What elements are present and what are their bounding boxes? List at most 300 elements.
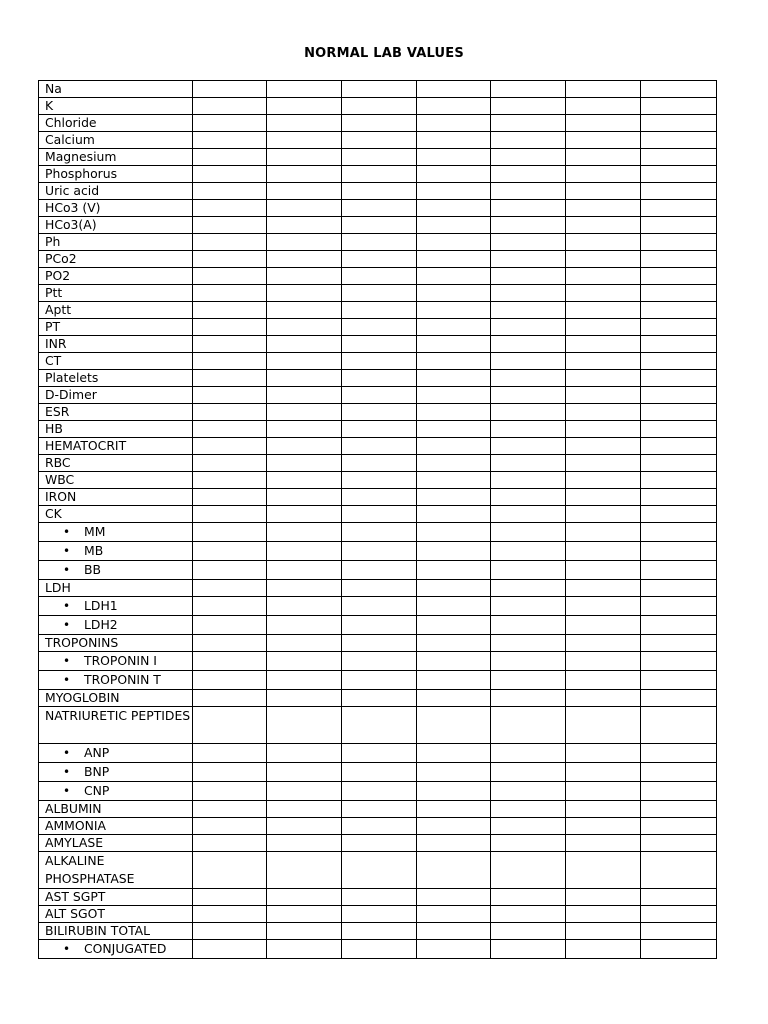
value-cell [417,81,491,98]
value-cell [267,353,342,370]
test-label: LDH2 [84,617,118,632]
value-cell [566,489,641,506]
test-label-cell [39,818,193,835]
sub-test-label-cell [39,671,193,690]
value-cell [267,818,342,835]
value-cell [193,81,267,98]
test-label-cell [39,635,193,652]
value-cell [193,98,267,115]
value-cell [417,597,491,616]
value-cell [193,635,267,652]
value-cell [267,635,342,652]
value-cell [491,782,566,801]
value-cell [417,370,491,387]
bullet-icon: • [63,618,71,632]
value-cell [641,268,717,285]
value-cell [566,542,641,561]
test-label: PT [45,319,61,334]
value-cell [267,217,342,234]
test-label-cell [39,183,193,200]
value-cell [342,251,417,268]
value-cell [491,506,566,523]
value-cell [342,285,417,302]
value-cell [267,523,342,542]
test-label-cell [39,302,193,319]
value-cell [193,336,267,353]
value-cell [491,319,566,336]
test-label: MYOGLOBIN [45,690,120,705]
value-cell [417,217,491,234]
table-row [39,217,717,234]
value-cell [342,319,417,336]
value-cell [641,285,717,302]
value-cell [491,81,566,98]
value-cell [267,940,342,959]
value-cell [491,561,566,580]
test-label: K [45,98,54,113]
value-cell [491,302,566,319]
test-label: BNP [84,764,110,779]
value-cell [342,200,417,217]
value-cell [193,561,267,580]
value-cell [267,370,342,387]
value-cell [342,353,417,370]
value-cell [491,523,566,542]
value-cell [566,370,641,387]
value-cell [342,336,417,353]
value-cell [193,801,267,818]
table-row [39,438,717,455]
value-cell [193,906,267,923]
test-label: D-Dimer [45,387,97,402]
test-label-cell [39,404,193,421]
value-cell [342,404,417,421]
value-cell [342,81,417,98]
value-cell [566,200,641,217]
value-cell [641,336,717,353]
value-cell [566,251,641,268]
table-row [39,597,717,616]
value-cell [641,472,717,489]
value-cell [193,763,267,782]
value-cell [267,690,342,707]
value-cell [491,744,566,763]
value-cell [641,782,717,801]
sub-test-label-cell [39,763,193,782]
value-cell [267,561,342,580]
value-cell [342,302,417,319]
value-cell [267,251,342,268]
value-cell [267,852,342,889]
test-label: HCo3 (V) [45,200,101,215]
value-cell [342,268,417,285]
value-cell [491,115,566,132]
value-cell [417,580,491,597]
value-cell [566,818,641,835]
table-row [39,183,717,200]
value-cell [641,200,717,217]
value-cell [491,404,566,421]
value-cell [342,652,417,671]
value-cell [566,472,641,489]
value-cell [491,336,566,353]
test-label: HB [45,421,63,436]
test-label: HCo3(A) [45,217,97,232]
value-cell [193,268,267,285]
value-cell [267,671,342,690]
value-cell [193,115,267,132]
value-cell [342,421,417,438]
value-cell [641,763,717,782]
value-cell [193,580,267,597]
table-row [39,782,717,801]
value-cell [566,387,641,404]
value-cell [491,183,566,200]
value-cell [267,115,342,132]
test-label: HEMATOCRIT [45,438,127,453]
test-label-cell [39,421,193,438]
test-label: Platelets [45,370,99,385]
table-row [39,923,717,940]
value-cell [491,149,566,166]
value-cell [417,852,491,889]
value-cell [417,923,491,940]
test-label: TROPONINS [45,635,119,650]
value-cell [491,906,566,923]
table-row [39,744,717,763]
value-cell [417,98,491,115]
value-cell [641,115,717,132]
lab-values-table [38,80,717,959]
value-cell [641,523,717,542]
value-cell [566,597,641,616]
value-cell [267,302,342,319]
value-cell [193,889,267,906]
value-cell [566,616,641,635]
value-cell [641,940,717,959]
value-cell [491,438,566,455]
value-cell [417,506,491,523]
value-cell [342,149,417,166]
test-label-cell [39,455,193,472]
test-label-cell [39,285,193,302]
value-cell [641,835,717,852]
value-cell [417,489,491,506]
value-cell [566,132,641,149]
value-cell [566,852,641,889]
value-cell [193,597,267,616]
test-label: NATRIURETIC PEPTIDES [45,708,191,723]
value-cell [417,542,491,561]
value-cell [417,801,491,818]
test-label-cell [39,707,193,744]
value-cell [267,200,342,217]
value-cell [267,835,342,852]
bullet-icon: • [63,765,71,779]
test-label: PO2 [45,268,71,283]
value-cell [267,889,342,906]
value-cell [491,652,566,671]
value-cell [267,580,342,597]
sub-test-label-cell [39,940,193,959]
test-label-cell [39,98,193,115]
value-cell [641,302,717,319]
value-cell [342,906,417,923]
value-cell [566,923,641,940]
value-cell [491,889,566,906]
value-cell [267,923,342,940]
test-label: Calcium [45,132,95,147]
value-cell [566,217,641,234]
value-cell [342,217,417,234]
table-row [39,421,717,438]
document-title: NORMAL LAB VALUES [304,46,464,61]
value-cell [417,234,491,251]
value-cell [267,234,342,251]
table-row [39,561,717,580]
value-cell [342,542,417,561]
value-cell [193,234,267,251]
value-cell [193,472,267,489]
value-cell [267,285,342,302]
table-row [39,852,717,889]
value-cell [417,319,491,336]
value-cell [342,438,417,455]
value-cell [417,285,491,302]
value-cell [491,200,566,217]
value-cell [193,319,267,336]
value-cell [566,707,641,744]
value-cell [267,616,342,635]
value-cell [566,234,641,251]
test-label: ALKALINE PHOSPHATASE [45,853,135,886]
test-label: Na [45,81,62,96]
table-row [39,506,717,523]
sub-test-label-cell [39,597,193,616]
value-cell [417,523,491,542]
value-cell [566,801,641,818]
value-cell [342,940,417,959]
value-cell [417,940,491,959]
value-cell [641,455,717,472]
sub-test-label-cell [39,542,193,561]
table-row [39,835,717,852]
value-cell [641,438,717,455]
value-cell [342,455,417,472]
value-cell [641,852,717,889]
value-cell [267,489,342,506]
test-label: Magnesium [45,149,117,164]
value-cell [566,336,641,353]
value-cell [267,455,342,472]
value-cell [193,166,267,183]
test-label-cell [39,370,193,387]
test-label-cell [39,353,193,370]
test-label: IRON [45,489,77,504]
value-cell [491,285,566,302]
value-cell [491,217,566,234]
value-cell [417,183,491,200]
value-cell [193,132,267,149]
value-cell [193,285,267,302]
value-cell [417,336,491,353]
sub-test-label-cell [39,616,193,635]
bullet-icon: • [63,599,71,613]
test-label-cell [39,234,193,251]
value-cell [193,353,267,370]
test-label: Ptt [45,285,63,300]
value-cell [193,852,267,889]
value-cell [417,302,491,319]
table-row [39,200,717,217]
value-cell [491,835,566,852]
lab-table-body [39,81,717,959]
table-row [39,455,717,472]
value-cell [641,561,717,580]
value-cell [566,906,641,923]
test-label: MM [84,524,106,539]
value-cell [566,285,641,302]
value-cell [267,421,342,438]
value-cell [193,455,267,472]
value-cell [417,472,491,489]
value-cell [566,782,641,801]
test-label-cell [39,336,193,353]
value-cell [417,652,491,671]
value-cell [491,234,566,251]
value-cell [566,438,641,455]
test-label: CONJUGATED [84,941,167,956]
test-label: Aptt [45,302,72,317]
value-cell [491,132,566,149]
value-cell [641,489,717,506]
value-cell [417,707,491,744]
test-label: Ph [45,234,61,249]
test-label-cell [39,438,193,455]
value-cell [267,472,342,489]
table-row [39,251,717,268]
test-label: Phosphorus [45,166,118,181]
test-label: INR [45,336,67,351]
value-cell [417,404,491,421]
value-cell [641,906,717,923]
value-cell [267,597,342,616]
value-cell [417,835,491,852]
value-cell [342,671,417,690]
table-row [39,580,717,597]
table-row [39,370,717,387]
value-cell [641,597,717,616]
table-row [39,523,717,542]
value-cell [566,940,641,959]
value-cell [641,652,717,671]
value-cell [491,690,566,707]
table-row [39,906,717,923]
table-row [39,635,717,652]
value-cell [417,149,491,166]
table-row [39,472,717,489]
table-row [39,690,717,707]
value-cell [342,835,417,852]
value-cell [267,336,342,353]
value-cell [342,234,417,251]
value-cell [342,744,417,763]
value-cell [267,166,342,183]
value-cell [193,744,267,763]
value-cell [267,183,342,200]
value-cell [566,268,641,285]
value-cell [641,421,717,438]
bullet-icon: • [63,563,71,577]
value-cell [267,319,342,336]
table-row [39,353,717,370]
table-row [39,285,717,302]
value-cell [267,149,342,166]
value-cell [193,707,267,744]
value-cell [491,421,566,438]
value-cell [641,370,717,387]
value-cell [641,818,717,835]
value-cell [491,542,566,561]
value-cell [342,889,417,906]
table-row [39,166,717,183]
value-cell [641,690,717,707]
test-label: BILIRUBIN TOTAL [45,923,151,938]
value-cell [267,652,342,671]
value-cell [417,561,491,580]
table-row [39,115,717,132]
value-cell [491,472,566,489]
value-cell [342,98,417,115]
value-cell [417,889,491,906]
value-cell [491,268,566,285]
value-cell [491,940,566,959]
value-cell [342,616,417,635]
table-row [39,940,717,959]
value-cell [267,707,342,744]
value-cell [417,438,491,455]
value-cell [342,166,417,183]
test-label: LDH [45,580,71,595]
value-cell [342,690,417,707]
value-cell [491,580,566,597]
test-label: CNP [84,783,110,798]
value-cell [342,818,417,835]
test-label: CT [45,353,62,368]
value-cell [193,149,267,166]
value-cell [641,542,717,561]
test-label: RBC [45,455,71,470]
value-cell [193,251,267,268]
value-cell [566,166,641,183]
value-cell [491,251,566,268]
value-cell [491,923,566,940]
table-row [39,302,717,319]
value-cell [193,782,267,801]
bullet-icon: • [63,746,71,760]
test-label: Uric acid [45,183,100,198]
value-cell [342,387,417,404]
value-cell [342,597,417,616]
value-cell [342,763,417,782]
value-cell [566,81,641,98]
value-cell [193,302,267,319]
test-label: BB [84,562,102,577]
value-cell [641,81,717,98]
test-label: ALT SGOT [45,906,105,921]
table-row [39,234,717,251]
value-cell [641,166,717,183]
